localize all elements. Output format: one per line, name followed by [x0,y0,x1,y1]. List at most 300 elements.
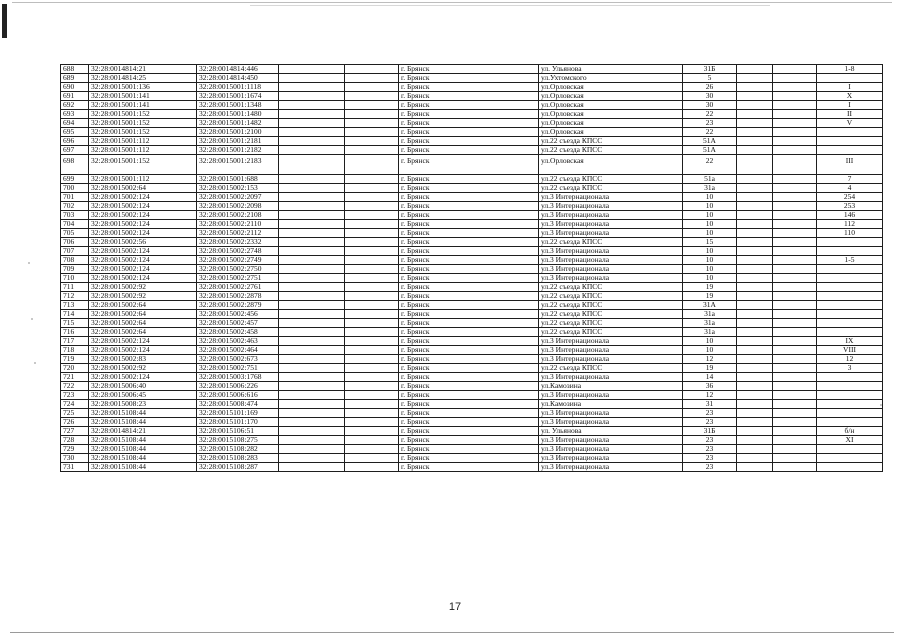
cell-empty [345,92,399,101]
cell-empty [773,373,817,382]
cell-row-number: 694 [61,119,89,128]
cell-object-number: 32:28:0015006:616 [197,391,279,400]
cell-city: г. Брянск [399,229,539,238]
cell-parcel-number: 32:28:0015002:124 [89,229,197,238]
cell-object-number: 32:28:0015108:282 [197,445,279,454]
cell-object-number: 32:28:0015008:474 [197,400,279,409]
cell-empty [773,454,817,463]
cell-empty [279,128,345,137]
cell-city: г. Брянск [399,110,539,119]
cell-room [817,418,883,427]
cell-row-number: 691 [61,92,89,101]
cell-street: ул. Ульянова [539,427,683,436]
cell-house: 10 [683,202,737,211]
cell-empty [737,355,773,364]
cell-empty [773,101,817,110]
cell-street: ул.3 Интернационала [539,202,683,211]
cell-street: ул.Орловская [539,128,683,137]
cell-row-number: 714 [61,310,89,319]
cell-house: 10 [683,247,737,256]
cell-object-number: 32:28:0014814:446 [197,65,279,74]
cell-room [817,400,883,409]
table-row [61,409,883,418]
cell-empty [737,310,773,319]
cell-city: г. Брянск [399,409,539,418]
cell-city: г. Брянск [399,146,539,155]
cell-empty [345,110,399,119]
cell-room [817,146,883,155]
cell-house: 31Б [683,427,737,436]
cell-parcel-number: 32:28:0014814:21 [89,65,197,74]
cell-empty [773,238,817,247]
cell-object-number: 32:28:0015002:153 [197,184,279,193]
cell-city: г. Брянск [399,256,539,265]
cell-empty [737,256,773,265]
cell-object-number: 32:28:0015002:2332 [197,238,279,247]
cell-object-number: 32:28:0015001:2181 [197,137,279,146]
cell-city: г. Брянск [399,274,539,283]
cell-row-number: 696 [61,137,89,146]
cell-room: VIII [817,346,883,355]
cell-empty [279,328,345,337]
cell-street: ул.3 Интернационала [539,229,683,238]
cell-house: 10 [683,265,737,274]
cell-room [817,319,883,328]
cell-parcel-number: 32:28:0015002:64 [89,184,197,193]
cell-object-number: 32:28:0015002:2878 [197,292,279,301]
cell-row-number: 695 [61,128,89,137]
cell-house: 10 [683,229,737,238]
cell-street: ул.22 съезда КПСС [539,137,683,146]
cell-house: 10 [683,220,737,229]
cell-empty [773,310,817,319]
cell-empty [279,238,345,247]
cell-row-number: 690 [61,83,89,92]
cell-empty [279,119,345,128]
cell-empty [773,301,817,310]
cell-empty [737,193,773,202]
cell-parcel-number: 32:28:0015002:124 [89,346,197,355]
scan-smudge [34,362,36,364]
cell-empty [773,382,817,391]
cell-house: 10 [683,346,737,355]
cell-room [817,454,883,463]
cell-empty [773,364,817,373]
cell-city: г. Брянск [399,373,539,382]
cell-room [817,238,883,247]
cell-row-number: 716 [61,328,89,337]
table-row [61,355,883,364]
cell-empty [345,409,399,418]
cell-empty [279,146,345,155]
cell-object-number: 32:28:0015002:2761 [197,283,279,292]
page-number: 17 [448,601,462,613]
table-row [61,175,883,184]
cell-empty [737,364,773,373]
cell-row-number: 708 [61,256,89,265]
cell-house: 23 [683,454,737,463]
cell-empty [737,155,773,175]
cell-row-number: 730 [61,454,89,463]
cell-city: г. Брянск [399,328,539,337]
cell-empty [345,265,399,274]
cell-empty [737,146,773,155]
cell-empty [737,137,773,146]
cell-room: 4 [817,184,883,193]
table-row [61,110,883,119]
cell-parcel-number: 32:28:0015108:44 [89,409,197,418]
table-row [61,146,883,155]
table-row [61,391,883,400]
cell-object-number: 32:28:0015108:275 [197,436,279,445]
table-row [61,301,883,310]
cell-parcel-number: 32:28:0015002:124 [89,337,197,346]
cell-empty [737,175,773,184]
cell-row-number: 723 [61,391,89,400]
cell-empty [737,265,773,274]
cell-parcel-number: 32:28:0014814:25 [89,74,197,83]
cell-parcel-number: 32:28:0015008:23 [89,400,197,409]
cell-row-number: 699 [61,175,89,184]
cell-street: ул.3 Интернационала [539,220,683,229]
cell-empty [773,247,817,256]
cell-empty [279,409,345,418]
cell-empty [737,83,773,92]
cell-empty [773,283,817,292]
cell-row-number: 693 [61,110,89,119]
cell-empty [737,391,773,400]
cell-empty [345,184,399,193]
cell-house: 15 [683,238,737,247]
cell-room [817,283,883,292]
table-row [61,65,883,74]
cell-empty [773,391,817,400]
cell-house: 23 [683,119,737,128]
cell-city: г. Брянск [399,346,539,355]
cell-empty [737,119,773,128]
cell-empty [737,74,773,83]
cell-house: 31а [683,310,737,319]
cell-street: ул.3 Интернационала [539,265,683,274]
cell-parcel-number: 32:28:0015002:83 [89,355,197,364]
cell-empty [345,283,399,292]
cell-row-number: 724 [61,400,89,409]
cell-parcel-number: 32:28:0015002:56 [89,238,197,247]
cell-empty [737,184,773,193]
cell-empty [345,382,399,391]
table-row [61,382,883,391]
cell-empty [773,193,817,202]
cell-empty [345,256,399,265]
cell-row-number: 688 [61,65,89,74]
cell-object-number: 32:28:0015002:458 [197,328,279,337]
cell-empty [773,119,817,128]
cell-empty [737,247,773,256]
cell-empty [737,418,773,427]
cell-house: 5 [683,74,737,83]
cell-empty [345,400,399,409]
cell-parcel-number: 32:28:0015002:124 [89,211,197,220]
cell-row-number: 725 [61,409,89,418]
cell-empty [279,65,345,74]
cell-object-number: 32:28:0015002:2750 [197,265,279,274]
cell-row-number: 702 [61,202,89,211]
cell-room [817,310,883,319]
cell-parcel-number: 32:28:0015002:124 [89,247,197,256]
cell-house: 19 [683,364,737,373]
cell-empty [773,427,817,436]
cell-house: 10 [683,274,737,283]
cell-empty [773,83,817,92]
cell-object-number: 32:28:0015002:751 [197,364,279,373]
cell-city: г. Брянск [399,202,539,211]
cell-empty [345,193,399,202]
cell-parcel-number: 32:28:0015002:92 [89,283,197,292]
cell-house: 14 [683,373,737,382]
cell-room: II [817,110,883,119]
cell-empty [345,463,399,472]
cell-city: г. Брянск [399,418,539,427]
cell-empty [737,128,773,137]
cell-row-number: 704 [61,220,89,229]
table-row [61,373,883,382]
cell-parcel-number: 32:28:0015001:141 [89,101,197,110]
cell-object-number: 32:28:0015101:169 [197,409,279,418]
cell-object-number: 32:28:0015002:2879 [197,301,279,310]
cell-object-number: 32:28:0015108:283 [197,454,279,463]
cell-parcel-number: 32:28:0015001:112 [89,146,197,155]
scan-bottom-rule [10,632,894,633]
cell-empty [773,436,817,445]
cell-house: 12 [683,391,737,400]
cell-room: X [817,92,883,101]
cell-room [817,274,883,283]
cell-empty [773,175,817,184]
cell-house: 12 [683,355,737,364]
cell-empty [279,391,345,400]
cell-city: г. Брянск [399,337,539,346]
cell-city: г. Брянск [399,175,539,184]
cell-row-number: 712 [61,292,89,301]
cell-city: г. Брянск [399,355,539,364]
cell-house: 36 [683,382,737,391]
cell-street: ул.3 Интернационала [539,274,683,283]
cell-street: ул.3 Интернационала [539,256,683,265]
cell-row-number: 705 [61,229,89,238]
cell-street: ул.22 съезда КПСС [539,146,683,155]
cell-empty [773,155,817,175]
scan-top-rule [12,2,892,3]
cell-empty [345,445,399,454]
cell-empty [773,445,817,454]
cell-empty [737,211,773,220]
cell-object-number: 32:28:0015002:2748 [197,247,279,256]
cell-house: 23 [683,418,737,427]
cell-object-number: 32:28:0015002:2098 [197,202,279,211]
cell-room: 110 [817,229,883,238]
cell-room [817,128,883,137]
cell-empty [773,355,817,364]
cell-row-number: 700 [61,184,89,193]
cell-street: ул.22 съезда КПСС [539,301,683,310]
cell-house: 26 [683,83,737,92]
cell-empty [737,220,773,229]
cell-room [817,382,883,391]
cell-object-number: 32:28:0015001:1118 [197,83,279,92]
cell-street: ул.22 съезда КПСС [539,184,683,193]
cell-empty [279,184,345,193]
cell-house: 22 [683,128,737,137]
cell-city: г. Брянск [399,310,539,319]
cell-empty [279,373,345,382]
cell-row-number: 727 [61,427,89,436]
cell-row-number: 710 [61,274,89,283]
cell-empty [345,355,399,364]
cell-empty [773,274,817,283]
cell-parcel-number: 32:28:0015002:124 [89,274,197,283]
cell-empty [279,110,345,119]
cell-empty [773,220,817,229]
cell-street: ул.22 съезда КПСС [539,283,683,292]
table-row [61,283,883,292]
cell-object-number: 32:28:0015002:2749 [197,256,279,265]
cell-object-number: 32:28:0015002:463 [197,337,279,346]
cell-object-number: 32:28:0015002:2097 [197,193,279,202]
cell-room: 1-5 [817,256,883,265]
cell-street: ул.Орловская [539,83,683,92]
cell-house: 23 [683,409,737,418]
cell-empty [345,436,399,445]
cell-empty [773,128,817,137]
cell-empty [737,373,773,382]
cell-house: 30 [683,101,737,110]
cell-empty [279,247,345,256]
cell-parcel-number: 32:28:0015001:141 [89,92,197,101]
cell-room: 253 [817,202,883,211]
scan-top-rule-faint [250,5,770,6]
cell-street: ул. Ульянова [539,65,683,74]
cell-parcel-number: 32:28:0015002:124 [89,265,197,274]
cell-object-number: 32:28:0014814:450 [197,74,279,83]
cell-empty [345,391,399,400]
cell-street: ул.3 Интернационала [539,418,683,427]
cell-empty [279,74,345,83]
cell-parcel-number: 32:28:0015001:152 [89,128,197,137]
cell-empty [737,382,773,391]
cell-parcel-number: 32:28:0015108:44 [89,418,197,427]
cell-street: ул.3 Интернационала [539,445,683,454]
cell-empty [345,346,399,355]
cell-object-number: 32:28:0015002:673 [197,355,279,364]
cell-street: ул.22 съезда КПСС [539,319,683,328]
cell-row-number: 701 [61,193,89,202]
cell-room: 7 [817,175,883,184]
cell-empty [737,454,773,463]
cell-object-number: 32:28:0015001:688 [197,175,279,184]
cell-empty [345,373,399,382]
cell-street: ул.Орловская [539,110,683,119]
cell-house: 31Б [683,65,737,74]
cell-house: 19 [683,292,737,301]
cell-street: ул.3 Интернационала [539,454,683,463]
scan-smudge [31,318,33,320]
cell-room: б/н [817,427,883,436]
cell-object-number: 32:28:0015002:2751 [197,274,279,283]
cell-street: ул.3 Интернационала [539,211,683,220]
table-row [61,328,883,337]
cell-city: г. Брянск [399,65,539,74]
cell-house: 31а [683,319,737,328]
cell-empty [773,346,817,355]
table-row [61,310,883,319]
cell-parcel-number: 32:28:0015001:136 [89,83,197,92]
cell-empty [345,292,399,301]
cell-empty [737,274,773,283]
cell-empty [737,445,773,454]
cell-empty [279,337,345,346]
cell-empty [279,382,345,391]
table-row [61,137,883,146]
cell-empty [737,436,773,445]
cell-row-number: 689 [61,74,89,83]
cell-parcel-number: 32:28:0015001:152 [89,119,197,128]
cell-empty [345,301,399,310]
cell-row-number: 728 [61,436,89,445]
cell-room: 146 [817,211,883,220]
cell-room: I [817,83,883,92]
table-row [61,193,883,202]
cell-row-number: 697 [61,146,89,155]
cell-street: ул.3 Интернационала [539,409,683,418]
table-row [61,337,883,346]
cell-empty [737,463,773,472]
cell-city: г. Брянск [399,220,539,229]
cell-empty [773,292,817,301]
cell-empty [773,328,817,337]
cell-empty [773,137,817,146]
scan-edge-mark [2,4,7,38]
table-row [61,247,883,256]
cell-row-number: 709 [61,265,89,274]
cell-empty [773,400,817,409]
cell-house: 23 [683,445,737,454]
cell-city: г. Брянск [399,83,539,92]
cell-empty [737,238,773,247]
cell-house: 22 [683,155,737,175]
cell-empty [773,65,817,74]
cell-city: г. Брянск [399,391,539,400]
cell-street: ул.Камозина [539,382,683,391]
cell-row-number: 713 [61,301,89,310]
cell-empty [773,92,817,101]
table-row [61,436,883,445]
cell-empty [279,101,345,110]
cell-parcel-number: 32:28:0015001:112 [89,137,197,146]
cell-empty [345,454,399,463]
cell-parcel-number: 32:28:0015002:92 [89,292,197,301]
cell-house: 30 [683,92,737,101]
cell-city: г. Брянск [399,119,539,128]
table-row [61,155,883,175]
table-row [61,265,883,274]
table-row [61,119,883,128]
cell-street: ул.3 Интернационала [539,391,683,400]
cell-city: г. Брянск [399,238,539,247]
cell-object-number: 32:28:0015002:464 [197,346,279,355]
cell-parcel-number: 32:28:0015108:44 [89,436,197,445]
cell-empty [279,211,345,220]
cell-parcel-number: 32:28:0015108:44 [89,463,197,472]
